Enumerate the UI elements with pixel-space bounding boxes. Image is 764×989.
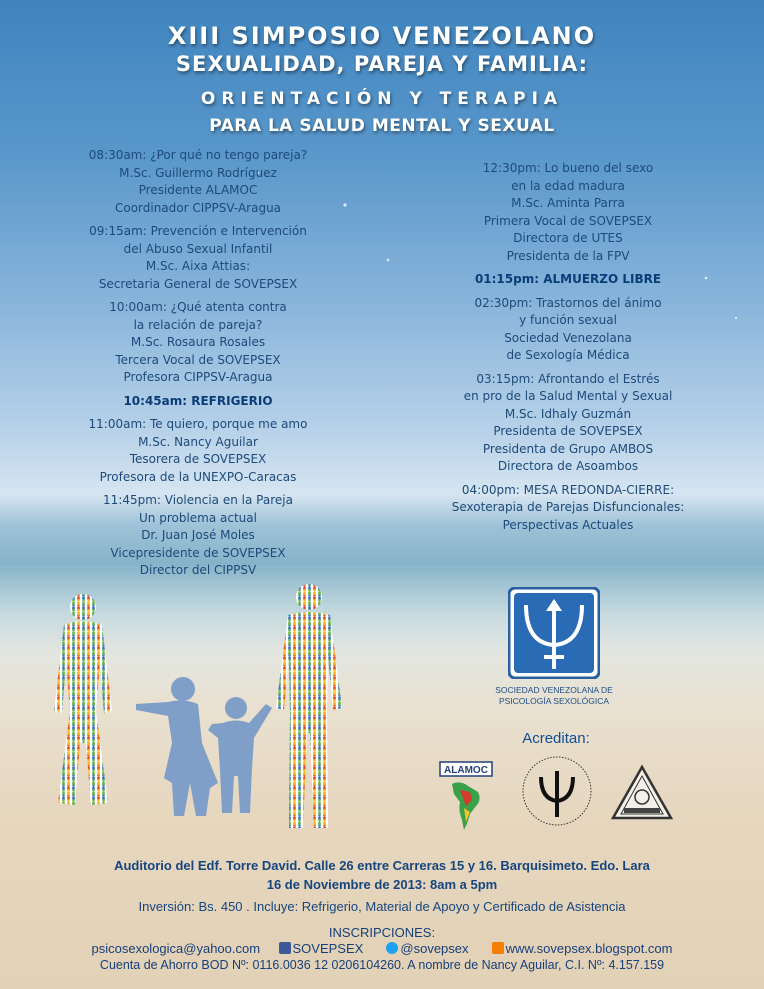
program-line: 12:30pm: Lo bueno del sexo	[482, 161, 654, 175]
program-line: y función sexual	[519, 313, 617, 327]
program-line: 11:00am: Te quiero, porque me amo	[88, 417, 308, 431]
program-line: M.Sc. Nancy Aguilar	[138, 434, 258, 449]
program-block	[398, 295, 738, 365]
program-line: 11:45pm: Violencia en la Pareja	[103, 493, 293, 507]
program-line: de Sexología Médica	[506, 348, 630, 362]
twitter-label: @sovepsex	[400, 941, 469, 956]
program-line: 03:15pm: Afrontando el Estrés	[476, 371, 660, 386]
program-line: Director del CIPPSV	[139, 563, 257, 577]
facebook-icon	[279, 942, 291, 954]
logo-text-line-2: PSICOLOGÍA SEXOLÓGICA	[498, 696, 610, 706]
facebook-label: SOVEPSEX	[292, 941, 364, 956]
program-block	[28, 492, 368, 580]
program-block	[28, 223, 368, 293]
program-line: Profesora CIPPSV-Aragua	[123, 370, 273, 384]
program-block	[28, 147, 368, 217]
program-block	[398, 271, 738, 289]
program-line: Presidenta de SOVEPSEX	[493, 424, 643, 438]
investigacion-logo	[610, 764, 674, 822]
program-line: 08:30am: ¿Por qué no tengo pareja?	[88, 148, 308, 162]
venue-text: Auditorio del Edf. Torre David. Calle 26 entre Carreras 15 y 16. Barquisimeto. Edo. Lara	[114, 858, 650, 873]
program-line: Dr. Juan José Moles	[141, 528, 255, 542]
date-text: 16 de Noviembre de 2013: 8am a 5pm	[266, 877, 498, 892]
blog-label: www.sovepsex.blogspot.com	[505, 941, 673, 956]
program-line: M.Sc. Idhaly Guzmán	[504, 406, 632, 421]
twitter-icon	[386, 942, 398, 954]
contact-line	[0, 941, 764, 956]
program-line: M.Sc. Aminta Parra	[511, 196, 625, 210]
program-line: Profesora de la UNEXPO-Caracas	[99, 469, 297, 484]
program-line: Perspectivas Actuales	[502, 517, 634, 532]
program-block	[398, 482, 738, 535]
program-block	[398, 160, 738, 265]
program-line: en pro de la Salud Mental y Sexual	[463, 389, 673, 403]
bank-account-text: Cuenta de Ahorro BOD Nº: 0116.0036 12 0206104260. A nombre de Nancy Aguilar, C.I. Nº: 4.157.159	[99, 958, 665, 972]
program-line: Un problema actual	[139, 510, 257, 525]
program-line: Tesorera de SOVEPSEX	[129, 452, 267, 466]
program-line: Presidenta de la FPV	[506, 248, 630, 263]
program-line: Sociedad Venezolana	[504, 330, 632, 345]
subtitle-line-1: ORIENTACIÓN Y TERAPIA	[200, 89, 564, 109]
program-line: 04:00pm: MESA REDONDA-CIERRE:	[461, 482, 675, 497]
program-break-label: 10:45am: REFRIGERIO	[123, 393, 273, 408]
program-line: Primera Vocal de SOVEPSEX	[483, 213, 653, 228]
psychologists-federation-logo	[521, 755, 593, 827]
program-block	[28, 299, 368, 387]
email-link[interactable]: psicosexologica@yahoo.com	[91, 941, 261, 956]
program-line: Directora de Asoambos	[497, 459, 639, 473]
title-line-1: XIII SIMPOSIO VENEZOLANO	[167, 22, 597, 50]
title-line-2: SEXUALIDAD, PAREJA Y FAMILIA:	[175, 52, 589, 76]
blog-link[interactable]	[492, 941, 673, 956]
alamoc-logo-text: ALAMOC	[444, 765, 488, 776]
program-line: la relación de pareja?	[133, 317, 263, 332]
program-right-column	[398, 160, 738, 534]
program-line: Sexoterapia de Parejas Disfuncionales:	[451, 500, 685, 514]
program-line: Directora de UTES	[513, 231, 623, 245]
sovepsex-logo	[508, 587, 600, 679]
program-block	[28, 416, 368, 486]
program-line: Vicepresidente de SOVEPSEX	[110, 545, 286, 560]
facebook-link[interactable]	[279, 941, 364, 956]
blogger-icon	[492, 942, 504, 954]
program-line: Presidenta de Grupo AMBOS	[482, 441, 654, 456]
program-line: M.Sc. Guillermo Rodríguez	[119, 165, 277, 180]
logo-text-line-1: SOCIEDAD VENEZOLANA DE	[495, 685, 613, 695]
inscripciones-label: INSCRIPCIONES:	[328, 925, 436, 940]
twitter-link[interactable]	[386, 941, 468, 956]
program-line: Coordinador CIPPSV-Aragua	[114, 200, 282, 215]
program-line: en la edad madura	[511, 178, 625, 193]
program-line: Secretaria General de SOVEPSEX	[98, 276, 298, 291]
program-line: Presidente ALAMOC	[138, 183, 258, 197]
program-block	[28, 393, 368, 411]
sovepsex-logo-text	[490, 685, 618, 707]
program-break-label: 01:15pm: ALMUERZO LIBRE	[474, 272, 662, 286]
program-line: del Abuso Sexual Infantil	[123, 241, 273, 256]
investment-text: Inversión: Bs. 450 . Incluye: Refrigerio, Material de Apoyo y Certificado de Asistencia	[138, 899, 626, 914]
program-line: 10:00am: ¿Qué atenta contra	[109, 300, 287, 314]
program-left-column	[28, 147, 368, 580]
family-figures-illustration	[40, 578, 360, 833]
program-line: M.Sc. Aixa Attias:	[145, 259, 251, 273]
program-line: Tercera Vocal de SOVEPSEX	[115, 352, 281, 367]
program-line: M.Sc. Rosaura Rosales	[130, 335, 266, 349]
acreditan-label: Acreditan:	[522, 730, 590, 747]
program-block	[398, 371, 738, 476]
program-line: 02:30pm: Trastornos del ánimo	[474, 295, 662, 310]
subtitle-line-2: PARA LA SALUD MENTAL Y SEXUAL	[209, 116, 555, 136]
alamoc-logo	[438, 760, 494, 832]
program-line: 09:15am: Prevención e Intervención	[89, 224, 307, 238]
